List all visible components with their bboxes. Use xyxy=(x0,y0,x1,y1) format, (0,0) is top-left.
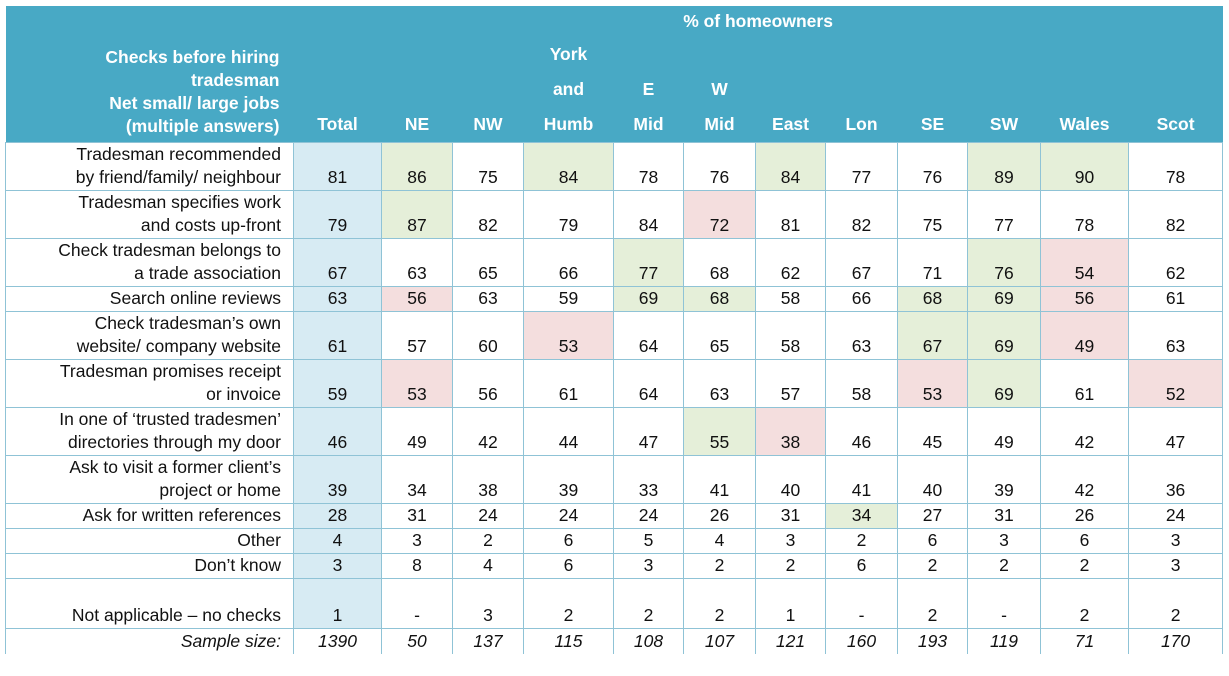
row-label xyxy=(6,239,294,287)
value-cell: 78 xyxy=(614,143,684,191)
value-cell: 60 xyxy=(453,312,524,360)
column-header-line: Total xyxy=(317,114,358,134)
header-blank-cell xyxy=(6,6,294,36)
value-cell: 3 xyxy=(614,554,684,579)
value-cell: 84 xyxy=(756,143,826,191)
value-cell: 42 xyxy=(453,408,524,456)
value-cell: 36 xyxy=(1129,456,1223,504)
value-cell: 68 xyxy=(684,239,756,287)
value-cell: 33 xyxy=(614,456,684,504)
total-cell: 63 xyxy=(294,287,382,312)
sample-size-cell: 1390 xyxy=(294,629,382,654)
row-label xyxy=(6,529,294,554)
value-cell: 2 xyxy=(968,554,1041,579)
row-header-line: (multiple answers) xyxy=(125,116,280,136)
column-header xyxy=(898,36,968,143)
table-row xyxy=(6,504,1223,529)
value-cell: 82 xyxy=(1129,191,1223,239)
value-cell: 2 xyxy=(1041,579,1129,629)
value-cell: 3 xyxy=(1129,554,1223,579)
row-header-label xyxy=(6,36,294,143)
row-label-line: website/ company website xyxy=(76,336,281,356)
value-cell: 41 xyxy=(684,456,756,504)
value-cell: 2 xyxy=(614,579,684,629)
total-cell: 4 xyxy=(294,529,382,554)
row-header-line: Net small/ large jobs xyxy=(109,93,280,113)
value-cell: 66 xyxy=(524,239,614,287)
value-cell: 34 xyxy=(826,504,898,529)
row-label-line: project or home xyxy=(159,480,281,500)
value-cell: 71 xyxy=(898,239,968,287)
value-cell: 69 xyxy=(968,287,1041,312)
total-cell: 67 xyxy=(294,239,382,287)
value-cell: 4 xyxy=(453,554,524,579)
row-label xyxy=(6,191,294,239)
row-label-line: Don’t know xyxy=(194,555,281,575)
value-cell: 6 xyxy=(524,554,614,579)
column-header xyxy=(614,36,684,143)
value-cell: 68 xyxy=(684,287,756,312)
value-cell: 8 xyxy=(382,554,453,579)
value-cell: 56 xyxy=(1041,287,1129,312)
row-label-line: Other xyxy=(237,530,281,550)
value-cell: 58 xyxy=(756,287,826,312)
value-cell: 4 xyxy=(684,529,756,554)
column-header xyxy=(382,36,453,143)
value-cell: 90 xyxy=(1041,143,1129,191)
value-cell: 3 xyxy=(1129,529,1223,554)
column-header-line: SE xyxy=(920,114,945,134)
value-cell: 57 xyxy=(756,360,826,408)
sample-size-cell: 170 xyxy=(1129,629,1223,654)
value-cell: 49 xyxy=(382,408,453,456)
value-cell: 39 xyxy=(524,456,614,504)
value-cell: 2 xyxy=(453,529,524,554)
value-cell: 38 xyxy=(756,408,826,456)
value-cell: 84 xyxy=(614,191,684,239)
total-cell: 39 xyxy=(294,456,382,504)
total-cell: 81 xyxy=(294,143,382,191)
value-cell: 53 xyxy=(382,360,453,408)
table-row xyxy=(6,554,1223,579)
column-header-line: Scot xyxy=(1156,114,1195,134)
value-cell: - xyxy=(826,579,898,629)
total-cell: 59 xyxy=(294,360,382,408)
column-header xyxy=(1041,36,1129,143)
value-cell: 64 xyxy=(614,312,684,360)
value-cell: 62 xyxy=(756,239,826,287)
value-cell: 2 xyxy=(898,554,968,579)
value-cell: 82 xyxy=(453,191,524,239)
table-row xyxy=(6,143,1223,191)
value-cell: 75 xyxy=(453,143,524,191)
row-label xyxy=(6,456,294,504)
value-cell: 78 xyxy=(1129,143,1223,191)
results-table xyxy=(5,6,1223,654)
column-header xyxy=(826,36,898,143)
row-label xyxy=(6,360,294,408)
value-cell: 58 xyxy=(756,312,826,360)
value-cell: 72 xyxy=(684,191,756,239)
row-label xyxy=(6,312,294,360)
column-header xyxy=(294,36,382,143)
value-cell: 49 xyxy=(968,408,1041,456)
total-cell: 1 xyxy=(294,579,382,629)
sample-size-cell: 71 xyxy=(1041,629,1129,654)
sample-size-cell: 137 xyxy=(453,629,524,654)
row-label xyxy=(6,408,294,456)
value-cell: 68 xyxy=(898,287,968,312)
value-cell: 42 xyxy=(1041,456,1129,504)
column-header-line: York xyxy=(549,44,588,64)
value-cell: 27 xyxy=(898,504,968,529)
column-header-line: W xyxy=(711,79,728,99)
value-cell: 81 xyxy=(756,191,826,239)
value-cell: 26 xyxy=(1041,504,1129,529)
row-header-line: Checks before hiring xyxy=(105,47,280,67)
row-label-line: Search online reviews xyxy=(109,288,281,308)
value-cell: 31 xyxy=(382,504,453,529)
value-cell: 34 xyxy=(382,456,453,504)
value-cell: 44 xyxy=(524,408,614,456)
value-cell: 54 xyxy=(1041,239,1129,287)
value-cell: 2 xyxy=(1129,579,1223,629)
column-header-line: NE xyxy=(404,114,430,134)
value-cell: 31 xyxy=(968,504,1041,529)
table-row xyxy=(6,456,1223,504)
row-label-line: Ask to visit a former client’s xyxy=(69,457,281,477)
value-cell: 2 xyxy=(898,579,968,629)
value-cell: 77 xyxy=(614,239,684,287)
value-cell: 56 xyxy=(382,287,453,312)
column-header-line: Mid xyxy=(633,114,664,134)
value-cell: 31 xyxy=(756,504,826,529)
value-cell: - xyxy=(382,579,453,629)
sample-size-cell: 121 xyxy=(756,629,826,654)
column-header-line: Wales xyxy=(1059,114,1110,134)
value-cell: 41 xyxy=(826,456,898,504)
value-cell: 2 xyxy=(524,579,614,629)
value-cell: 67 xyxy=(898,312,968,360)
value-cell: 82 xyxy=(826,191,898,239)
value-cell: 57 xyxy=(382,312,453,360)
value-cell: 3 xyxy=(968,529,1041,554)
value-cell: 6 xyxy=(898,529,968,554)
row-label xyxy=(6,287,294,312)
total-cell: 46 xyxy=(294,408,382,456)
value-cell: 62 xyxy=(1129,239,1223,287)
value-cell: 69 xyxy=(968,360,1041,408)
value-cell: 49 xyxy=(1041,312,1129,360)
table-body xyxy=(6,143,1223,654)
column-header-line: SW xyxy=(989,114,1019,134)
value-cell: 6 xyxy=(524,529,614,554)
value-cell: 2 xyxy=(684,554,756,579)
column-header-line: Humb xyxy=(543,114,594,134)
row-header-line: tradesman xyxy=(190,70,280,90)
value-cell: 77 xyxy=(968,191,1041,239)
value-cell: 63 xyxy=(453,287,524,312)
column-header xyxy=(756,36,826,143)
row-label-line: Tradesman promises receipt xyxy=(59,361,281,381)
value-cell: 69 xyxy=(614,287,684,312)
column-header xyxy=(1129,36,1223,143)
value-cell: 65 xyxy=(453,239,524,287)
value-cell: 65 xyxy=(684,312,756,360)
sample-size-cell: 108 xyxy=(614,629,684,654)
value-cell: 56 xyxy=(453,360,524,408)
value-cell: 24 xyxy=(1129,504,1223,529)
value-cell: 87 xyxy=(382,191,453,239)
column-header-line: East xyxy=(772,114,809,134)
table-row xyxy=(6,360,1223,408)
value-cell: 42 xyxy=(1041,408,1129,456)
results-table-container xyxy=(5,6,1223,654)
value-cell: 58 xyxy=(826,360,898,408)
value-cell: 69 xyxy=(968,312,1041,360)
sample-size-cell: 50 xyxy=(382,629,453,654)
value-cell: 76 xyxy=(684,143,756,191)
value-cell: 53 xyxy=(524,312,614,360)
column-header-line: NW xyxy=(473,114,503,134)
table-row xyxy=(6,239,1223,287)
row-label-line: and costs up-front xyxy=(140,215,281,235)
table-row xyxy=(6,529,1223,554)
value-cell: 52 xyxy=(1129,360,1223,408)
row-label xyxy=(6,554,294,579)
column-header xyxy=(524,36,614,143)
sample-size-cell: 119 xyxy=(968,629,1041,654)
column-header-line: Lon xyxy=(845,114,878,134)
value-cell: 47 xyxy=(614,408,684,456)
row-label-line: Tradesman recommended xyxy=(76,144,281,164)
value-cell: 79 xyxy=(524,191,614,239)
value-cell: 5 xyxy=(614,529,684,554)
value-cell: 89 xyxy=(968,143,1041,191)
value-cell: 6 xyxy=(826,554,898,579)
value-cell: 63 xyxy=(684,360,756,408)
table-row xyxy=(6,287,1223,312)
total-cell: 3 xyxy=(294,554,382,579)
column-header-line: E xyxy=(642,79,655,99)
table-header xyxy=(6,6,1223,143)
value-cell: 3 xyxy=(453,579,524,629)
value-cell: 61 xyxy=(524,360,614,408)
sample-size-cell: 160 xyxy=(826,629,898,654)
total-cell: 61 xyxy=(294,312,382,360)
value-cell: 39 xyxy=(968,456,1041,504)
value-cell: 84 xyxy=(524,143,614,191)
row-label xyxy=(6,143,294,191)
table-row xyxy=(6,579,1223,629)
value-cell: 78 xyxy=(1041,191,1129,239)
value-cell: 46 xyxy=(826,408,898,456)
value-cell: 53 xyxy=(898,360,968,408)
value-cell: 40 xyxy=(898,456,968,504)
value-cell: 2 xyxy=(1041,554,1129,579)
table-row xyxy=(6,191,1223,239)
row-label xyxy=(6,579,294,629)
value-cell: 40 xyxy=(756,456,826,504)
value-cell: 55 xyxy=(684,408,756,456)
value-cell: 86 xyxy=(382,143,453,191)
value-cell: 63 xyxy=(1129,312,1223,360)
row-label-line: Tradesman specifies work xyxy=(78,192,281,212)
value-cell: 3 xyxy=(382,529,453,554)
value-cell: 76 xyxy=(898,143,968,191)
row-label-line: by friend/family/ neighbour xyxy=(75,167,281,187)
value-cell: 76 xyxy=(968,239,1041,287)
column-header-line: Mid xyxy=(704,114,735,134)
value-cell: 66 xyxy=(826,287,898,312)
value-cell: 26 xyxy=(684,504,756,529)
sample-size-row xyxy=(6,629,1223,654)
column-header-row xyxy=(6,36,1223,143)
value-cell: - xyxy=(968,579,1041,629)
column-header xyxy=(968,36,1041,143)
sample-size-cell: 115 xyxy=(524,629,614,654)
row-label-line: directories through my door xyxy=(67,432,281,452)
sample-size-cell: 107 xyxy=(684,629,756,654)
value-cell: 64 xyxy=(614,360,684,408)
column-header xyxy=(684,36,756,143)
total-cell: 28 xyxy=(294,504,382,529)
sample-size-cell: 193 xyxy=(898,629,968,654)
value-cell: 2 xyxy=(684,579,756,629)
value-cell: 24 xyxy=(453,504,524,529)
row-label-line: or invoice xyxy=(206,384,281,404)
value-cell: 67 xyxy=(826,239,898,287)
row-label-line: In one of ‘trusted tradesmen’ xyxy=(59,409,281,429)
value-cell: 2 xyxy=(756,554,826,579)
value-cell: 24 xyxy=(614,504,684,529)
table-row xyxy=(6,312,1223,360)
row-label-line: Not applicable – no checks xyxy=(71,605,281,625)
value-cell: 38 xyxy=(453,456,524,504)
value-cell: 45 xyxy=(898,408,968,456)
row-label-line: a trade association xyxy=(134,263,281,283)
value-cell: 47 xyxy=(1129,408,1223,456)
total-cell: 79 xyxy=(294,191,382,239)
value-cell: 63 xyxy=(382,239,453,287)
row-label-line: Check tradesman’s own xyxy=(94,313,281,333)
value-cell: 63 xyxy=(826,312,898,360)
sample-size-label: Sample size: xyxy=(6,629,294,654)
value-cell: 61 xyxy=(1041,360,1129,408)
column-header-line: and xyxy=(552,79,585,99)
row-label-line: Ask for written references xyxy=(82,505,281,525)
value-cell: 3 xyxy=(756,529,826,554)
table-row xyxy=(6,408,1223,456)
value-cell: 61 xyxy=(1129,287,1223,312)
value-cell: 75 xyxy=(898,191,968,239)
row-label-line: Check tradesman belongs to xyxy=(58,240,281,260)
value-cell: 6 xyxy=(1041,529,1129,554)
value-cell: 1 xyxy=(756,579,826,629)
value-cell: 77 xyxy=(826,143,898,191)
super-header: % of homeowners xyxy=(294,6,1223,36)
row-label xyxy=(6,504,294,529)
value-cell: 2 xyxy=(826,529,898,554)
value-cell: 59 xyxy=(524,287,614,312)
value-cell: 24 xyxy=(524,504,614,529)
column-header xyxy=(453,36,524,143)
